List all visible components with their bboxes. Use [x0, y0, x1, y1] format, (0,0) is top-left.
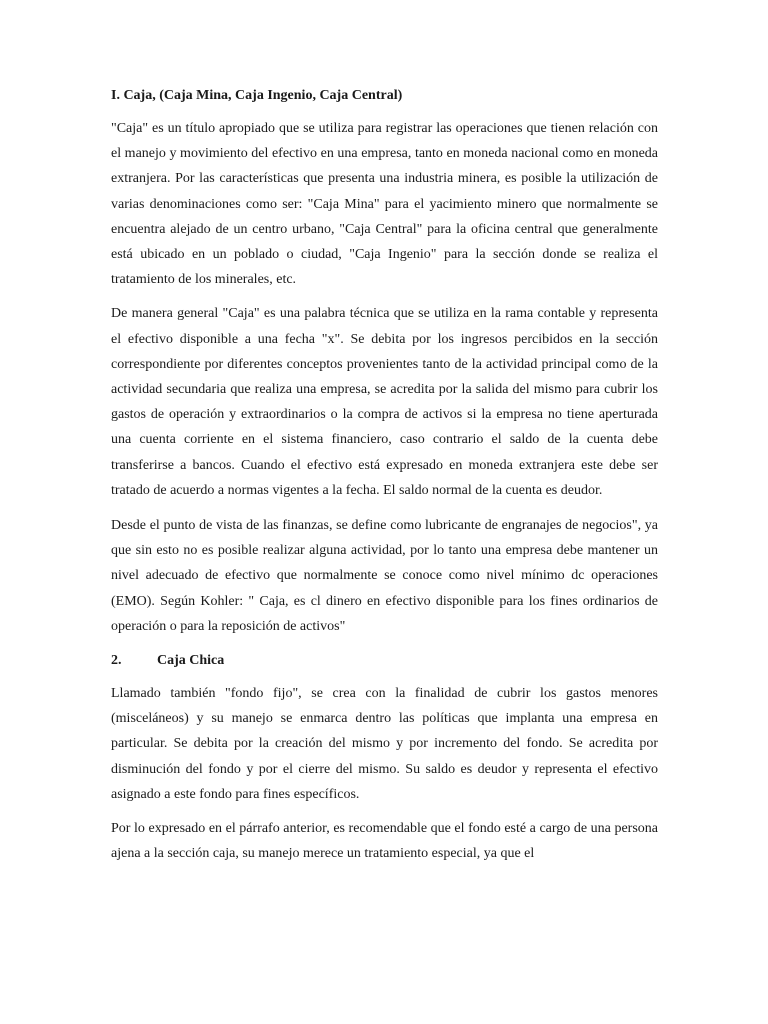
- section-heading-caja-chica: [111, 651, 658, 671]
- paragraph-caja-definition: "Caja" es un título apropiado que se utiliza para registrar las operaciones que tienen relación con el manejo y movimiento del efectivo en una empresa, tanto en moneda nacional como en moneda extranjera. Por las características que presenta una industria minera, es posible la utilización de varias denominaciones como ser: "Caja Mina" para el yacimiento minero que normalmente se encuentra alejado de un centro urbano, "Caja Central" para la oficina central que generalmente está ubicado en un poblado o ciudad, "Caja Ingenio" para la sección donde se realiza el tratamiento de los minerales, etc.: [111, 121, 658, 288]
- paragraph-caja-general: De manera general "Caja" es una palabra técnica que se utiliza en la rama contable y representa el efectivo disponible a una fecha "x". Se debita por los ingresos percibidos en la sección correspondiente por diferentes conceptos provenientes tanto de la actividad principal como de la actividad secundaria que realiza una empresa, se acredita por la salida del mismo para cubrir los gastos de operación y extraordinarios o la compra de activos si la empresa no tiene aperturada una cuenta corriente en el sistema financiero, caso contrario el saldo de la cuenta debe transferirse a bancos. Cuando el efectivo está expresado en moneda extranjera este debe ser tratado de acuerdo a normas vigentes a la fecha. El saldo normal de la cuenta es deudor.: [111, 306, 658, 498]
- paragraph-caja-chica-definition: Llamado también "fondo fijo", se crea con la finalidad de cubrir los gastos menores (misceláneos) y su manejo se enmarca dentro las políticas que implanta una empresa en particular. Se debita por la creación del mismo y por incremento del fondo. Se acredita por disminución del fondo y por el cierre del mismo. Su saldo es deudor y representa el efectivo asignado a este fondo para fines específicos.: [111, 686, 658, 802]
- paragraph-caja-finanzas: Desde el punto de vista de las finanzas, se define como lubricante de engranajes de negocios", ya que sin esto no es posible realizar alguna actividad, por lo tanto una empresa debe mantener un nivel adecuado de efectivo que normalmente se conoce como nivel mínimo dc operaciones (EMO). Según Kohler: " Caja, es cl dinero en efectivo disponible para los fines ordinarios de operación o para la reposición de activos": [111, 518, 658, 634]
- section-title: Caja Chica: [157, 653, 225, 669]
- document-body: [111, 86, 658, 875]
- section-number: 2.: [111, 653, 122, 669]
- paragraph-caja-chica-manejo: Por lo expresado en el párrafo anterior, es recomendable que el fondo esté a cargo de una persona ajena a la sección caja, su manejo merece un tratamiento especial, ya que el: [111, 821, 658, 862]
- section-heading-caja: I. Caja, (Caja Mina, Caja Ingenio, Caja Central): [111, 88, 403, 103]
